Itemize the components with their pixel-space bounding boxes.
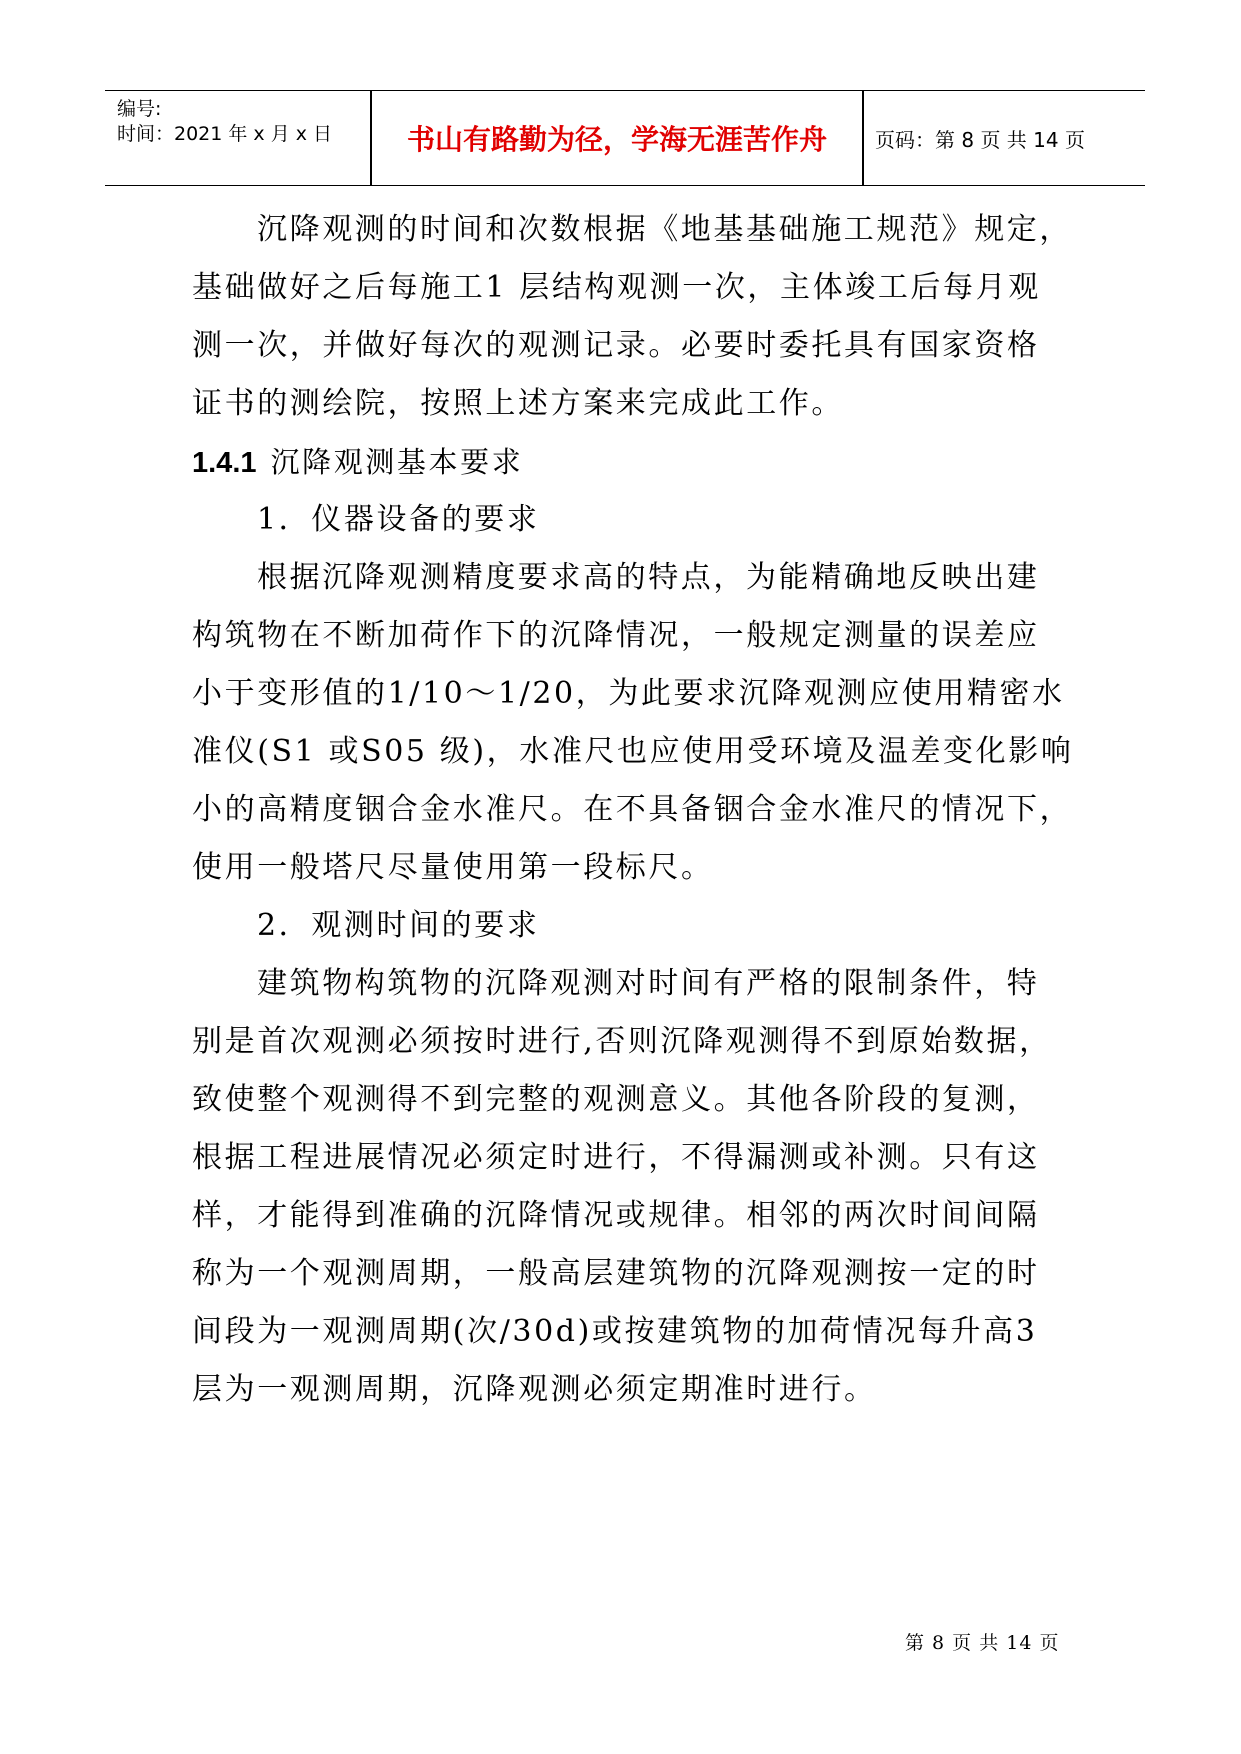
paragraph-line: 别是首次观测必须按时进行,否则沉降观测得不到原始数据， [192,1024,1052,1059]
header-motto: 书山有路勤为径，学海无涯苦作舟 [406,123,827,156]
paragraph-line: 层为一观测周期，沉降观测必须定期准时进行。 [192,1372,877,1407]
paragraph-line: 间段为一观测周期(次/30d)或按建筑物的加荷情况每升高3 [192,1314,1038,1349]
subheading: 2．观测时间的要求 [257,908,540,943]
paragraph-line: 小于变形值的1/10～1/20，为此要求沉降观测应使用精密水 [192,676,1065,711]
paragraph-line: 小的高精度铟合金水准尺。在不具备铟合金水准尺的情况下， [192,792,1073,827]
paragraph-line: 建筑物构筑物的沉降观测对时间有严格的限制条件，特 [257,966,1040,1001]
paragraph-line: 测一次，并做好每次的观测记录。必要时委托具有国家资格 [192,328,1040,363]
section-heading [192,442,523,483]
header-divider [862,91,864,185]
paragraph-line: 沉降观测的时间和次数根据《地基基础施工规范》规定， [257,212,1072,247]
header-meta [105,91,370,185]
paragraph-line: 准仪(S1 或S05 级)，水准尺也应使用受环境及温差变化影响 [192,734,1074,769]
paragraph-line: 基础做好之后每施工1 层结构观测一次，主体竣工后每月观 [192,270,1041,305]
page-header [105,90,1145,186]
subheading: 1．仪器设备的要求 [257,502,540,537]
paragraph-line: 使用一般塔尺尽量使用第一段标尺。 [192,850,714,885]
paragraph-line: 证书的测绘院，按照上述方案来完成此工作。 [192,386,844,421]
paragraph-line: 构筑物在不断加荷作下的沉降情况，一般规定测量的误差应 [192,618,1040,653]
header-page-label: 页码：第 8 页 共 14 页 [875,127,1085,152]
paragraph-line: 致使整个观测得不到完整的观测意义。其他各阶段的复测， [192,1082,1040,1117]
paragraph-line: 根据工程进展情况必须定时进行，不得漏测或补测。只有这 [192,1140,1040,1175]
paragraph-line: 样，才能得到准确的沉降情况或规律。相邻的两次时间间隔 [192,1198,1040,1233]
section-title: 沉降观测基本要求 [270,445,524,479]
paragraph-line: 称为一个观测周期，一般高层建筑物的沉降观测按一定的时 [192,1256,1040,1291]
serial-label: 编号: [117,98,162,120]
page-footer: 第 8 页 共 14 页 [905,1632,1060,1654]
section-number: 1.4.1 [192,447,257,479]
time-label: 时间：2021 年 x 月 x 日 [117,123,333,145]
paragraph-line: 根据沉降观测精度要求高的特点，为能精确地反映出建 [257,560,1040,595]
